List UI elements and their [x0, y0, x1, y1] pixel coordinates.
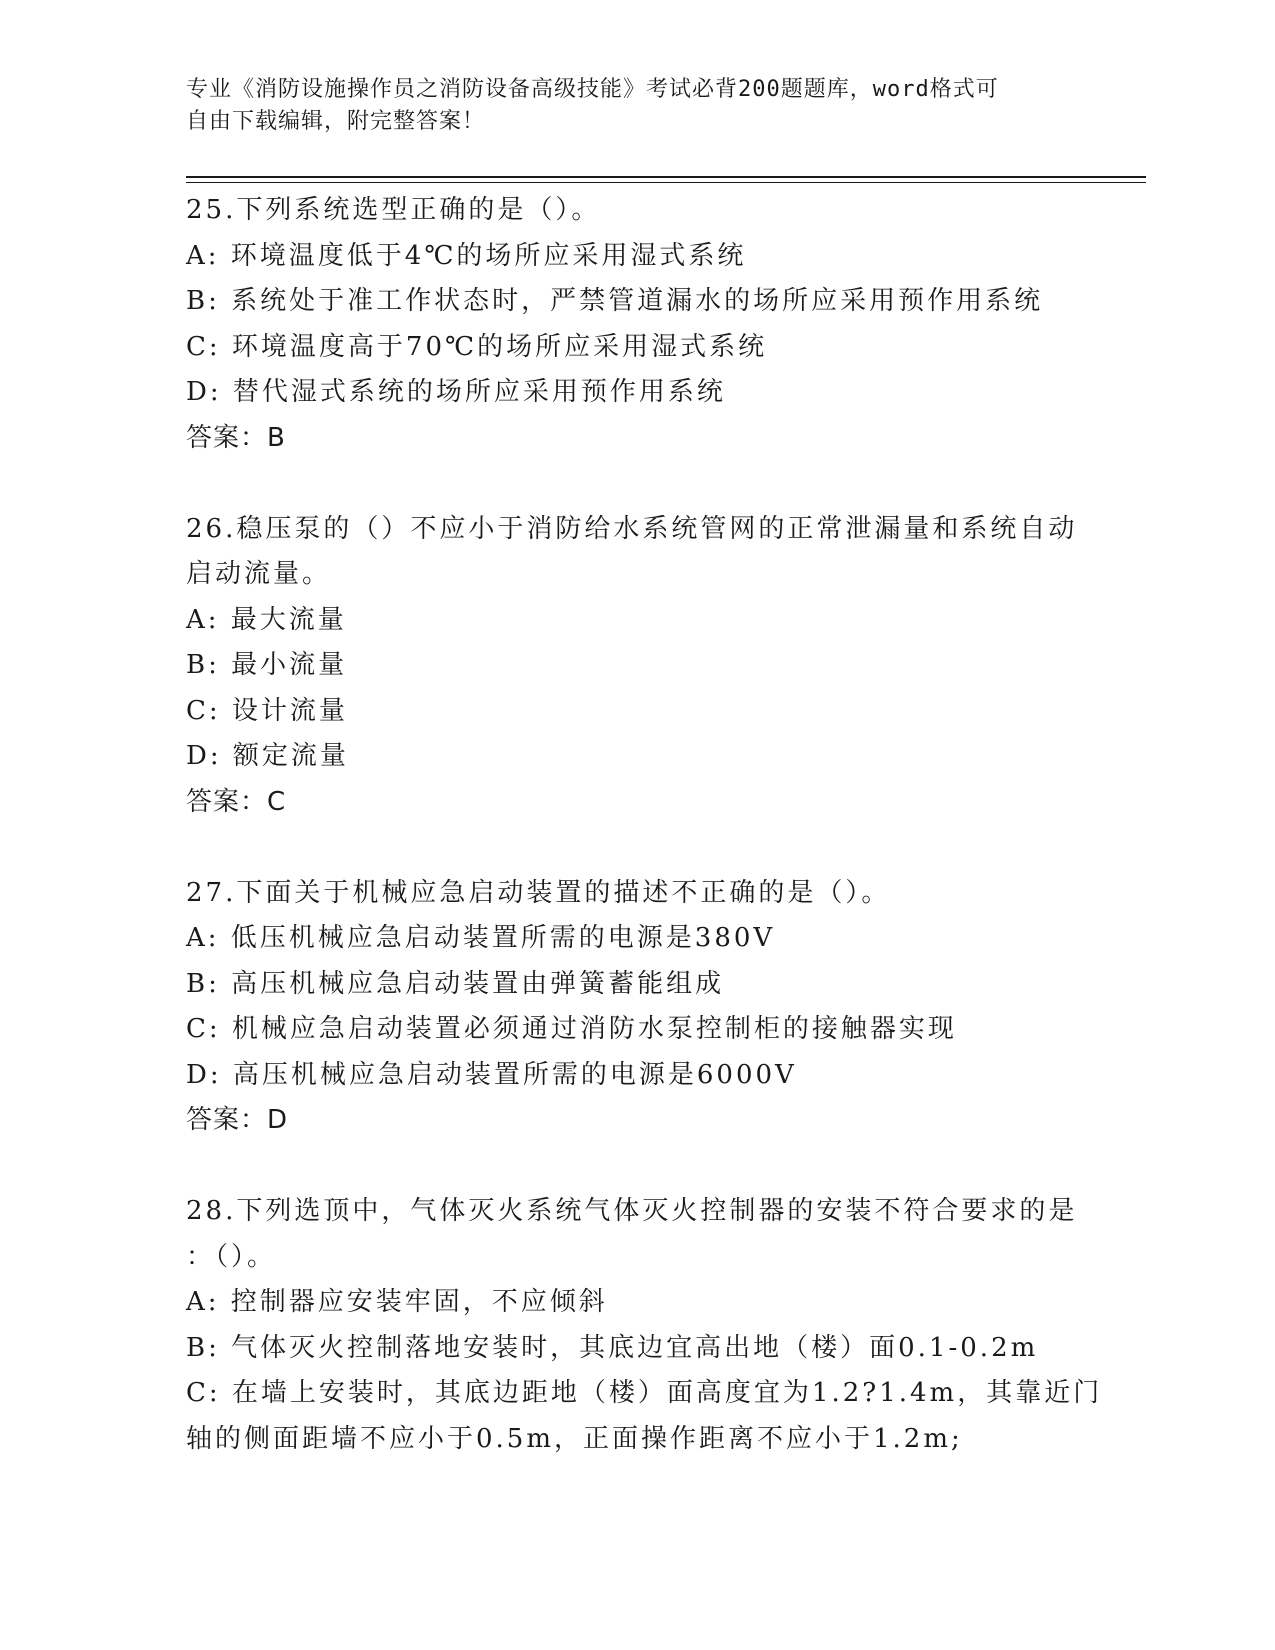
header-line-2: 自由下载编辑，附完整答案！ [186, 109, 486, 134]
document-header [186, 74, 1086, 138]
question-28 [186, 1189, 1103, 1462]
option-c: C: 机械应急启动装置必须通过消防水泵控制柜的接触器实现 [186, 1014, 957, 1044]
option-c: C: 在墙上安装时，其底边距地（楼）面高度宜为1.2?1.4m，其靠近门 [186, 1378, 1103, 1408]
option-b: B: 气体灭火控制落地安装时，其底边宜高出地（楼）面0.1-0.2m [186, 1332, 1039, 1363]
question-stem-continued: ：（）。 [186, 1241, 277, 1272]
option-b: B: 高压机械应急启动装置由弹簧蓄能组成 [186, 968, 725, 999]
question-stem: 26.稳压泵的（）不应小于消防给水系统管网的正常泄漏量和系统自动 [186, 513, 1078, 544]
spacer [186, 461, 1086, 507]
option-d: D: 高压机械应急启动装置所需的电源是6000V [186, 1059, 797, 1090]
option-a: A: 控制器应安装牢固，不应倾斜 [186, 1287, 608, 1317]
header-rule-thin [186, 182, 1146, 183]
option-d: D: 额定流量 [186, 741, 349, 771]
option-c: C: 设计流量 [186, 695, 348, 726]
option-b: B: 系统处于准工作状态时，严禁管道漏水的场所应采用预作用系统 [186, 286, 1044, 316]
option-a: A: 最大流量 [186, 604, 347, 635]
answer: 答案：B [186, 422, 286, 453]
header-line-1: 专业《消防设施操作员之消防设备高级技能》考试必背200题题库，word格式可 [186, 77, 999, 102]
answer: 答案：D [186, 1105, 289, 1135]
question-list [186, 188, 1103, 1462]
option-a: A: 低压机械应急启动装置所需的电源是380V [186, 923, 776, 953]
option-a: A: 环境温度低于4℃的场所应采用湿式系统 [186, 240, 747, 271]
question-25 [186, 188, 1086, 461]
question-stem: 28.下列选顶中，气体灭火系统气体灭火控制器的安装不符合要求的是 [186, 1196, 1078, 1226]
option-c: C: 环境温度高于70℃的场所应采用湿式系统 [186, 331, 768, 362]
question-26 [186, 507, 1086, 826]
question-stem: 27.下面关于机械应急启动装置的描述不正确的是（）。 [186, 877, 891, 908]
question-stem-continued: 启动流量。 [186, 559, 332, 589]
header-rule-thick [186, 176, 1146, 178]
question-stem: 25.下列系统选型正确的是（）。 [186, 195, 601, 225]
option-d: D: 替代湿式系统的场所应采用预作用系统 [186, 377, 726, 407]
option-b: B: 最小流量 [186, 650, 348, 680]
question-27 [186, 871, 1086, 1144]
option-c-continued: 轴的侧面距墙不应小于0.5m，正面操作距离不应小于1.2m; [186, 1423, 963, 1454]
spacer [186, 1144, 1086, 1190]
spacer [186, 825, 1086, 871]
answer: 答案：C [186, 786, 287, 817]
